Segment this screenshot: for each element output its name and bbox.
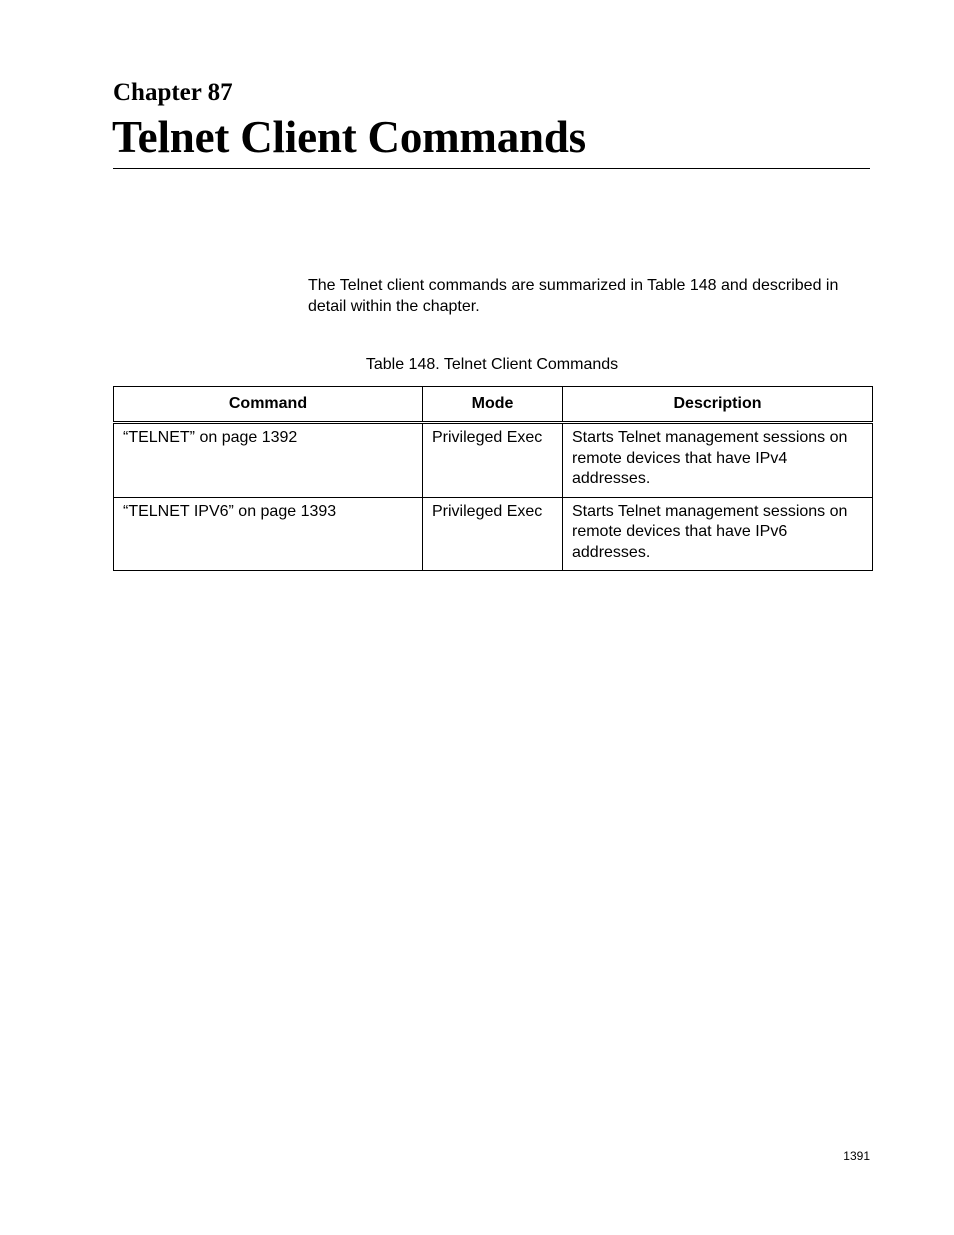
command-link[interactable]: “TELNET IPV6” on page 1393 (114, 497, 423, 571)
table-caption: Table 148. Telnet Client Commands (365, 356, 619, 373)
title-rule (113, 168, 870, 169)
intro-paragraph: The Telnet client commands are summarized in Table 148 and described in detail within the chapter. (308, 277, 839, 315)
mode-cell: Privileged Exec (423, 497, 563, 571)
page-number: 1391 (843, 1149, 870, 1163)
mode-cell: Privileged Exec (423, 423, 563, 498)
column-header-description: Description (563, 387, 873, 423)
column-header-command: Command (114, 387, 423, 423)
command-link[interactable]: “TELNET” on page 1392 (114, 423, 423, 498)
commands-table (113, 386, 873, 571)
table-header-row (114, 387, 873, 423)
table-row (114, 497, 873, 571)
chapter-label: Chapter 87 (113, 79, 233, 106)
description-cell: Starts Telnet management sessions on remote devices that have IPv6 addresses. (563, 497, 873, 571)
chapter-title: Telnet Client Commands (112, 112, 586, 162)
column-header-mode: Mode (423, 387, 563, 423)
table-row (114, 423, 873, 498)
description-cell: Starts Telnet management sessions on remote devices that have IPv4 addresses. (563, 423, 873, 498)
